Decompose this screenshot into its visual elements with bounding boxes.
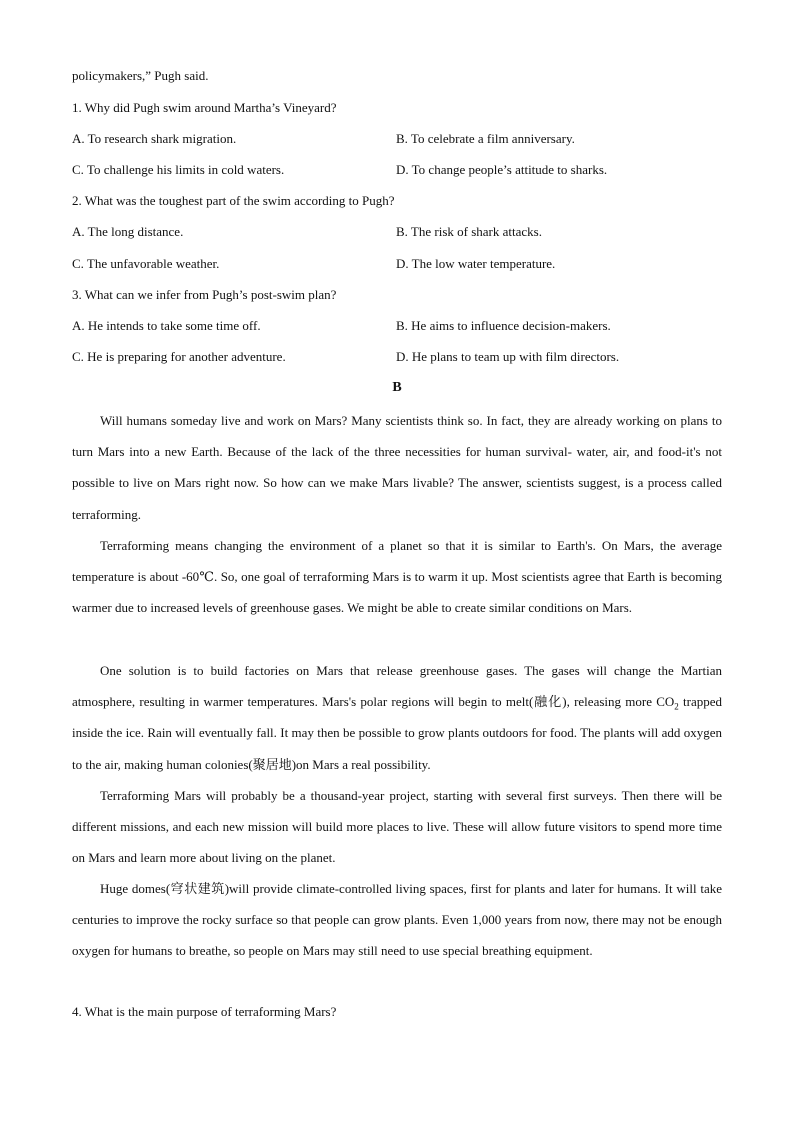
passage-paragraph-1: Will humans someday live and work on Mars? Many scientists think so. In fact, they are already working on plans to turn Mars into a new Earth. Because of the lack of the three necessities for human survival- water, air, and food-it's not possible to live on Mars right now. So how can we make Mars livable? The answer, scientists suggest, is a process called terraforming.: [72, 413, 722, 522]
question-1-option-d: D. To change people’s attitude to sharks.: [396, 162, 608, 177]
question-3-option-c: C. He is preparing for another adventure.: [72, 349, 286, 364]
question-2-option-a: A. The long distance.: [72, 224, 184, 239]
question-3-option-d: D. He plans to team up with film directors.: [396, 349, 620, 364]
question-1-option-a: A. To research shark migration.: [72, 131, 237, 146]
paragraph-3-text-part2: trapped inside the ice. Rain will eventually fall. It may then be possible to grow plants outdoors for food. The plants will add oxygen to the air, making human colonies(聚居地)on Mars a real possibility.: [72, 694, 722, 772]
passage-paragraph-2: Terraforming means changing the environment of a planet so that it is similar to Earth's. On Mars, the average temperature is about -60℃. So, one goal of terraforming Mars is to warm it up. Most scientists agree that Earth is becoming warmer due to increased levels of greenhouse gases. We might be able to create similar conditions on Mars.: [72, 538, 722, 616]
passage-paragraph-3: [72, 655, 722, 780]
question-4-stem: 4. What is the main purpose of terraforming Mars?: [72, 1004, 337, 1019]
section-b-heading: B: [392, 380, 402, 395]
question-1-option-c: C. To challenge his limits in cold waters.: [72, 162, 285, 177]
co2-subscript: 2: [674, 701, 679, 712]
question-3-option-a: A. He intends to take some time off.: [72, 318, 261, 333]
question-2-option-d: D. The low water temperature.: [396, 256, 556, 271]
lead-line: policymakers,” Pugh said.: [72, 68, 209, 83]
question-2-option-c: C. The unfavorable weather.: [72, 256, 220, 271]
question-2-option-b: B. The risk of shark attacks.: [396, 224, 542, 239]
passage-paragraph-4: Terraforming Mars will probably be a thousand-year project, starting with several first surveys. Then there will be different missions, and each new mission will build more places to live. These will allow future visitors to spend more time on Mars and learn more about living on the planet.: [72, 788, 722, 866]
question-1-stem: 1. Why did Pugh swim around Martha’s Vineyard?: [72, 100, 337, 115]
question-1-option-b: B. To celebrate a film anniversary.: [396, 131, 575, 146]
question-3-stem: 3. What can we infer from Pugh’s post-swim plan?: [72, 287, 337, 302]
question-2-stem: 2. What was the toughest part of the swim according to Pugh?: [72, 193, 395, 208]
question-3-option-b: B. He aims to influence decision-makers.: [396, 318, 611, 333]
passage-paragraph-5: Huge domes(穹状建筑)will provide climate-controlled living spaces, first for plants and later for humans. It will take centuries to improve the rocky surface so that people can grow plants. Even 1,000 years from now, there may not be enough oxygen for humans to breathe, so people on Mars may still need to use special breathing equipment.: [72, 881, 722, 959]
paragraph-3-text-part1: One solution is to build factories on Mars that release greenhouse gases. The gases will change the Martian atmosphere, resulting in warmer temperatures. Mars's polar regions will begin to melt(融化), releasing more CO: [72, 663, 722, 710]
